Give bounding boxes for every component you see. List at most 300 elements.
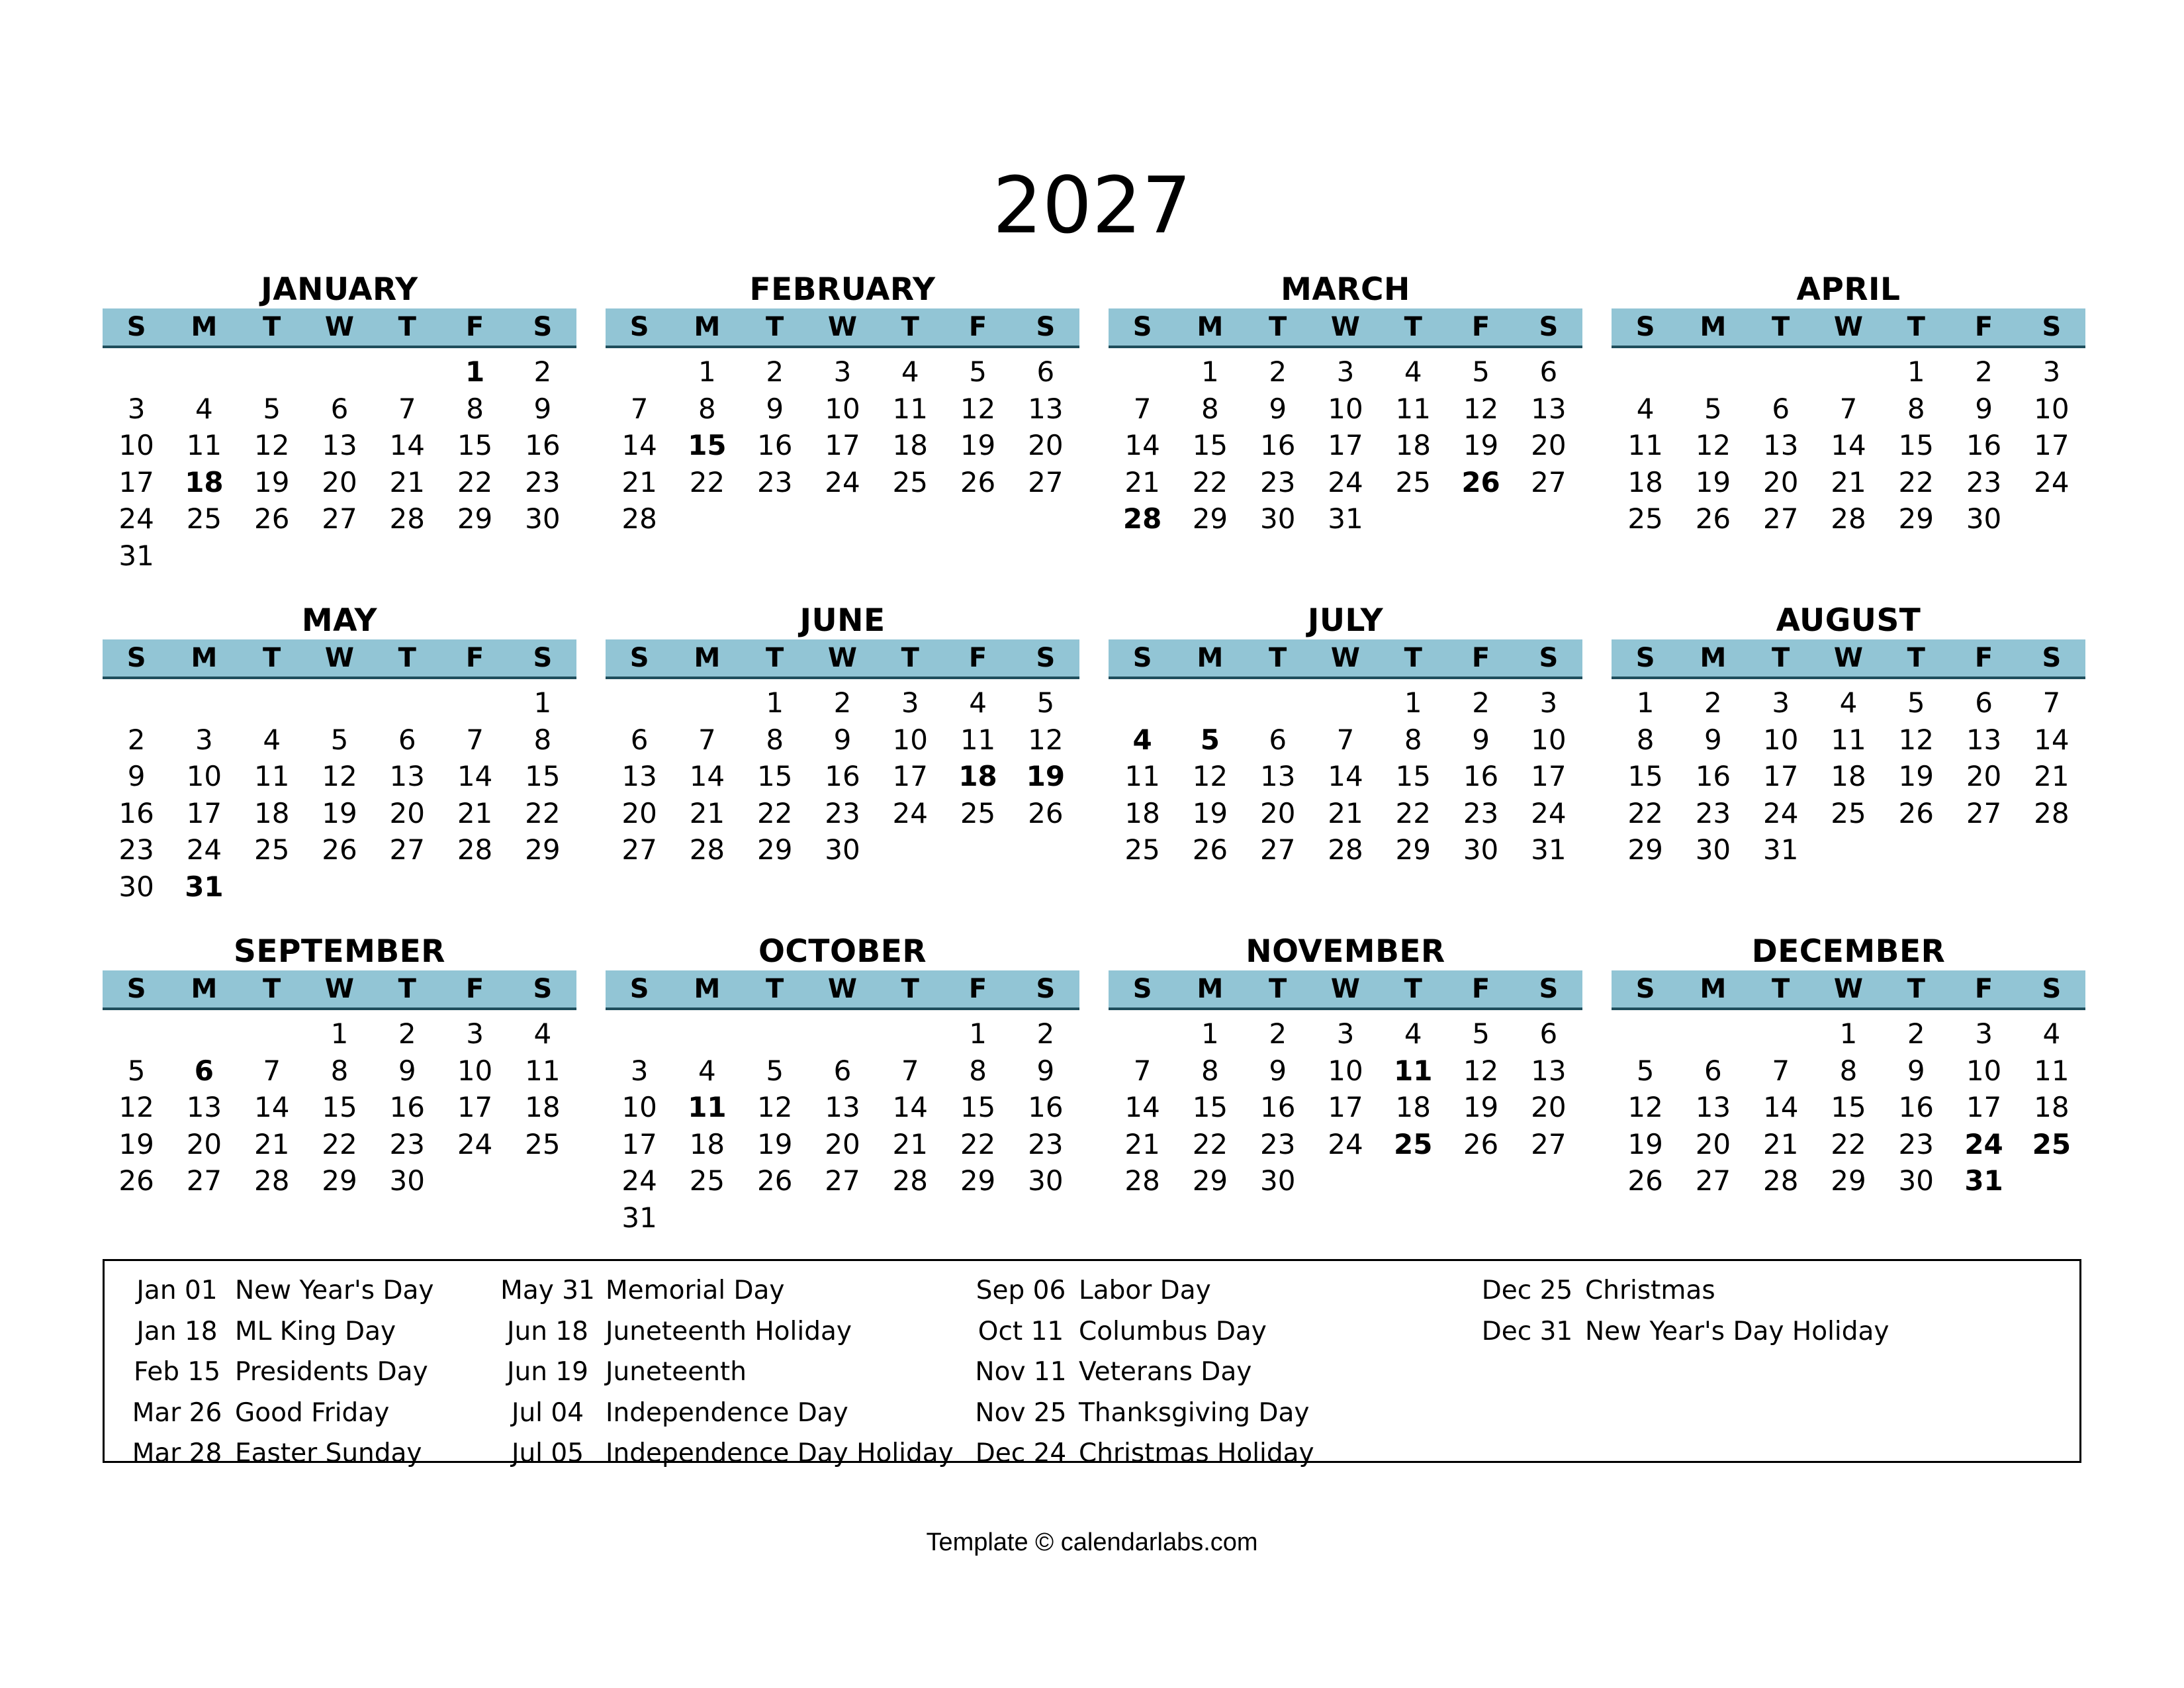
weekday-header: S (1539, 974, 1559, 1004)
empty-day-cell (373, 684, 441, 722)
day-cell: 29 (322, 1164, 357, 1197)
weekday-header: S (126, 643, 146, 673)
day-cell: 24 (2034, 465, 2070, 498)
day-cell: 9 (1036, 1054, 1055, 1087)
day-cell: 20 (1028, 429, 1064, 461)
day-cell: 4 (1839, 686, 1858, 719)
day-cell: 15 (457, 429, 493, 461)
holiday-day-cell: 11 (1394, 1054, 1433, 1087)
day-cell: 28 (389, 502, 425, 535)
day-cell: 16 (756, 429, 793, 461)
weekday-header: F (968, 312, 987, 342)
day-cell: 10 (1966, 1054, 2002, 1087)
day-cell: 23 (1966, 465, 2002, 498)
day-cell: 7 (398, 392, 416, 425)
holiday-entry (490, 1270, 954, 1311)
day-cell: 8 (1636, 723, 1655, 756)
day-cell: 20 (825, 1127, 860, 1160)
day-cell: 2 (1269, 355, 1287, 388)
day-cell: 6 (630, 723, 649, 756)
month-september (103, 933, 576, 1199)
holiday-date: Jan 01 (136, 1276, 218, 1305)
weekday-header: W (1330, 974, 1361, 1004)
day-cell: 4 (1636, 392, 1655, 425)
day-cell: 5 (1472, 1017, 1490, 1050)
day-cell: 27 (825, 1164, 860, 1197)
day-cell: 16 (1898, 1091, 1934, 1123)
day-cell: 14 (457, 760, 493, 792)
weekday-header: S (1036, 312, 1056, 342)
day-cell: 13 (186, 1091, 222, 1123)
day-cell: 15 (1831, 1091, 1866, 1123)
weekday-header: S (1132, 974, 1152, 1004)
day-cell: 8 (1201, 1054, 1219, 1087)
day-cell: 16 (1966, 429, 2002, 461)
day-cell: 2 (127, 723, 146, 756)
holiday-column (1469, 1270, 1889, 1352)
day-grid (103, 679, 576, 905)
month-name: APRIL (1796, 271, 1901, 308)
weekday-header: F (1471, 974, 1490, 1004)
day-cell: 27 (186, 1164, 222, 1197)
day-cell: 29 (525, 833, 561, 866)
day-cell: 26 (1695, 502, 1731, 535)
day-cell: 24 (457, 1127, 493, 1160)
day-cell: 10 (1531, 723, 1567, 756)
day-cell: 6 (1036, 355, 1055, 388)
day-cell: 30 (1966, 502, 2002, 535)
day-grid (606, 1010, 1079, 1236)
month-october (606, 933, 1079, 1236)
day-cell: 3 (833, 355, 852, 388)
weekday-header: M (694, 312, 721, 342)
empty-day-cell (673, 684, 741, 722)
day-cell: 6 (330, 392, 349, 425)
day-cell: 25 (960, 796, 996, 829)
day-cell: 24 (825, 465, 860, 498)
day-cell: 29 (1898, 502, 1934, 535)
day-cell: 12 (1898, 723, 1934, 756)
day-cell: 26 (253, 502, 290, 535)
day-cell: 14 (1124, 429, 1160, 461)
weekday-header: W (324, 312, 355, 342)
weekday-header: W (827, 312, 858, 342)
day-cell: 5 (330, 723, 349, 756)
day-cell: 28 (1124, 1164, 1160, 1197)
day-cell: 19 (1463, 1091, 1499, 1123)
day-cell: 12 (1028, 723, 1064, 756)
day-cell: 26 (1028, 796, 1064, 829)
empty-day-cell (1747, 1015, 1815, 1053)
day-cell: 8 (969, 1054, 987, 1087)
day-cell: 26 (1192, 833, 1228, 866)
day-cell: 24 (892, 796, 928, 829)
holiday-day-cell: 18 (958, 760, 997, 792)
day-cell: 19 (1695, 465, 1731, 498)
day-cell: 17 (825, 429, 860, 461)
day-cell: 2 (766, 355, 784, 388)
day-cell: 4 (1404, 355, 1422, 388)
day-cell: 11 (186, 429, 222, 461)
day-cell: 15 (1627, 760, 1663, 792)
day-cell: 1 (1201, 1017, 1219, 1050)
day-cell: 14 (1762, 1091, 1799, 1123)
day-cell: 3 (1336, 1017, 1355, 1050)
day-cell: 26 (1463, 1127, 1499, 1160)
day-cell: 2 (1704, 686, 1722, 719)
day-cell: 12 (1695, 429, 1731, 461)
day-cell: 6 (1269, 723, 1287, 756)
day-cell: 7 (901, 1054, 919, 1087)
holiday-column (119, 1270, 433, 1474)
day-cell: 4 (263, 723, 281, 756)
month-name: MAY (301, 602, 378, 639)
day-cell: 4 (2042, 1017, 2061, 1050)
day-cell: 12 (1463, 1054, 1499, 1087)
holiday-name: Thanksgiving Day (1079, 1397, 1310, 1428)
weekday-header: T (766, 974, 784, 1004)
weekday-header: W (827, 643, 858, 673)
weekday-header: W (827, 974, 858, 1004)
day-cell: 7 (263, 1054, 281, 1087)
day-cell: 21 (621, 465, 657, 498)
weekday-header: W (324, 974, 355, 1004)
day-cell: 13 (389, 760, 425, 792)
empty-day-cell (103, 353, 170, 391)
weekday-header: T (263, 643, 281, 673)
day-cell: 6 (1772, 392, 1790, 425)
holiday-date: Sep 06 (976, 1276, 1066, 1305)
day-grid (606, 348, 1079, 538)
holiday-day-cell: 1 (465, 355, 485, 388)
empty-day-cell (741, 1015, 809, 1053)
day-cell: 7 (1772, 1054, 1790, 1087)
day-cell: 9 (833, 723, 852, 756)
weekday-header: S (533, 974, 553, 1004)
weekday-header: F (465, 312, 484, 342)
day-cell: 18 (525, 1091, 561, 1123)
day-cell: 14 (253, 1091, 290, 1123)
holiday-entry (963, 1393, 1314, 1434)
day-cell: 27 (1028, 465, 1064, 498)
weekday-header: S (1539, 643, 1559, 673)
holiday-date: Jun 18 (507, 1316, 588, 1346)
month-name: DECEMBER (1751, 933, 1946, 970)
day-cell: 22 (525, 796, 561, 829)
day-cell: 23 (1028, 1127, 1064, 1160)
day-cell: 5 (766, 1054, 784, 1087)
holiday-date: Nov 25 (975, 1397, 1067, 1428)
day-cell: 28 (1328, 833, 1363, 866)
day-cell: 16 (525, 429, 561, 461)
weekday-header-row (103, 639, 576, 679)
day-cell: 6 (833, 1054, 852, 1087)
weekday-header: S (1635, 643, 1655, 673)
day-cell: 24 (621, 1164, 657, 1197)
day-cell: 30 (525, 502, 561, 535)
holiday-day-cell: 26 (1461, 465, 1500, 498)
day-cell: 10 (186, 760, 222, 792)
day-cell: 3 (1336, 355, 1355, 388)
holiday-entry (119, 1311, 433, 1352)
day-cell: 10 (457, 1054, 493, 1087)
weekday-header: F (465, 974, 484, 1004)
day-cell: 18 (1395, 1091, 1431, 1123)
day-cell: 20 (322, 465, 357, 498)
weekday-header: S (2042, 974, 2062, 1004)
day-cell: 6 (1539, 1017, 1558, 1050)
weekday-header: T (1772, 974, 1790, 1004)
day-cell: 29 (457, 502, 493, 535)
day-cell: 9 (1907, 1054, 1925, 1087)
weekday-header: F (1974, 312, 1993, 342)
holiday-date: Mar 26 (132, 1397, 222, 1428)
day-cell: 28 (457, 833, 493, 866)
day-cell: 8 (1839, 1054, 1858, 1087)
day-cell: 23 (1259, 1127, 1296, 1160)
day-cell: 4 (533, 1017, 552, 1050)
day-cell: 10 (1328, 392, 1363, 425)
year-title: 2027 (992, 160, 1192, 251)
weekday-header: T (1404, 643, 1422, 673)
day-cell: 7 (630, 392, 649, 425)
day-cell: 8 (766, 723, 784, 756)
day-cell: 21 (457, 796, 493, 829)
day-cell: 1 (766, 686, 784, 719)
empty-day-cell (306, 684, 373, 722)
month-name: OCTOBER (758, 933, 927, 970)
holiday-date: Feb 15 (133, 1357, 221, 1387)
holiday-name: New Year's Day Holiday (1585, 1316, 1889, 1346)
month-march (1109, 271, 1582, 538)
month-may (103, 602, 576, 905)
day-cell: 18 (892, 429, 928, 461)
holiday-date: Jul 05 (511, 1438, 584, 1468)
weekday-header: W (324, 643, 355, 673)
holiday-entry (490, 1352, 954, 1393)
day-cell: 13 (322, 429, 357, 461)
empty-day-cell (606, 1015, 673, 1053)
day-cell: 24 (1762, 796, 1799, 829)
day-cell: 28 (1831, 502, 1866, 535)
day-cell: 19 (756, 1127, 793, 1160)
day-cell: 21 (1762, 1127, 1799, 1160)
month-december (1612, 933, 2085, 1199)
day-cell: 3 (127, 392, 146, 425)
weekday-header: W (1833, 312, 1864, 342)
day-cell: 24 (1328, 465, 1363, 498)
day-cell: 15 (1192, 1091, 1228, 1123)
day-cell: 22 (1831, 1127, 1866, 1160)
day-cell: 7 (1839, 392, 1858, 425)
weekday-header: T (1907, 974, 1925, 1004)
holiday-date: Jan 18 (136, 1316, 218, 1346)
day-cell: 5 (127, 1054, 146, 1087)
weekday-header: T (263, 974, 281, 1004)
day-cell: 2 (1036, 1017, 1055, 1050)
holiday-day-cell: 5 (1200, 723, 1220, 756)
day-cell: 18 (1124, 796, 1160, 829)
day-grid (103, 348, 576, 574)
day-cell: 17 (186, 796, 222, 829)
weekday-header-row (606, 639, 1079, 679)
day-cell: 14 (892, 1091, 928, 1123)
day-grid (1109, 1010, 1582, 1199)
weekday-header: T (1269, 974, 1287, 1004)
day-cell: 31 (118, 539, 154, 572)
day-cell: 5 (1704, 392, 1722, 425)
weekday-header: F (465, 643, 484, 673)
weekday-header: S (1539, 312, 1559, 342)
day-cell: 27 (1531, 1127, 1567, 1160)
day-cell: 12 (322, 760, 357, 792)
day-cell: 20 (1531, 1091, 1567, 1123)
day-grid (103, 1010, 576, 1199)
weekday-header: M (694, 643, 721, 673)
day-cell: 12 (960, 392, 996, 425)
day-cell: 22 (1898, 465, 1934, 498)
day-cell: 27 (1762, 502, 1799, 535)
day-cell: 13 (1966, 723, 2002, 756)
day-cell: 14 (389, 429, 425, 461)
day-cell: 25 (892, 465, 928, 498)
empty-day-cell (170, 684, 238, 722)
holiday-name: Christmas (1585, 1276, 1715, 1305)
day-cell: 17 (457, 1091, 493, 1123)
day-cell: 17 (892, 760, 928, 792)
month-name: FEBRUARY (749, 271, 936, 308)
empty-day-cell (1679, 353, 1747, 391)
holiday-name: Good Friday (235, 1397, 390, 1428)
day-cell: 8 (1404, 723, 1422, 756)
weekday-header: T (766, 312, 784, 342)
day-cell: 1 (969, 1017, 987, 1050)
day-cell: 8 (466, 392, 484, 425)
holiday-entry (963, 1270, 1314, 1311)
day-cell: 21 (1831, 465, 1866, 498)
day-cell: 23 (1259, 465, 1296, 498)
day-cell: 9 (1269, 392, 1287, 425)
weekday-header: T (398, 974, 416, 1004)
holiday-day-cell: 24 (1964, 1127, 2003, 1160)
holiday-name: Easter Sunday (235, 1438, 422, 1468)
day-cell: 30 (825, 833, 860, 866)
empty-day-cell (809, 1015, 876, 1053)
day-cell: 5 (1036, 686, 1055, 719)
day-cell: 9 (1975, 392, 1993, 425)
weekday-header: S (2042, 312, 2062, 342)
weekday-header-row (103, 970, 576, 1010)
holiday-column (490, 1270, 954, 1474)
day-cell: 30 (1463, 833, 1499, 866)
holiday-entry (1469, 1311, 1889, 1352)
day-cell: 20 (186, 1127, 222, 1160)
day-cell: 12 (756, 1091, 793, 1123)
day-cell: 19 (1898, 760, 1934, 792)
holiday-list (103, 1259, 2081, 1468)
day-cell: 11 (253, 760, 290, 792)
day-cell: 30 (1259, 502, 1296, 535)
day-cell: 10 (892, 723, 928, 756)
day-cell: 16 (1259, 429, 1296, 461)
day-cell: 1 (1907, 355, 1925, 388)
holiday-day-cell: 31 (185, 870, 224, 903)
day-cell: 25 (1124, 833, 1160, 866)
weekday-header: M (191, 643, 218, 673)
day-cell: 29 (960, 1164, 996, 1197)
month-november (1109, 933, 1582, 1199)
day-cell: 28 (2034, 796, 2070, 829)
day-cell: 2 (1907, 1017, 1925, 1050)
day-cell: 8 (533, 723, 552, 756)
empty-day-cell (1312, 684, 1379, 722)
weekday-header: W (1833, 974, 1864, 1004)
day-cell: 17 (621, 1127, 657, 1160)
day-cell: 27 (1259, 833, 1296, 866)
day-cell: 26 (960, 465, 996, 498)
day-cell: 12 (253, 429, 290, 461)
day-cell: 25 (1831, 796, 1866, 829)
day-cell: 25 (1627, 502, 1663, 535)
weekday-header: T (901, 643, 919, 673)
day-cell: 3 (630, 1054, 649, 1087)
day-cell: 25 (253, 833, 290, 866)
day-cell: 19 (1627, 1127, 1663, 1160)
day-cell: 20 (1259, 796, 1296, 829)
day-cell: 29 (756, 833, 793, 866)
day-cell: 24 (186, 833, 222, 866)
day-cell: 27 (1531, 465, 1567, 498)
day-cell: 19 (322, 796, 357, 829)
day-cell: 21 (1124, 1127, 1160, 1160)
month-name: SEPTEMBER (234, 933, 445, 970)
day-cell: 30 (118, 870, 154, 903)
empty-day-cell (170, 353, 238, 391)
day-cell: 29 (1395, 833, 1431, 866)
weekday-header: F (1974, 643, 1993, 673)
holiday-date: Jun 19 (507, 1357, 588, 1387)
day-cell: 17 (1966, 1091, 2002, 1123)
day-cell: 22 (1395, 796, 1431, 829)
holiday-name: Labor Day (1079, 1276, 1211, 1305)
holiday-day-cell: 28 (1122, 502, 1162, 535)
empty-day-cell (673, 1015, 741, 1053)
month-name: NOVEMBER (1246, 933, 1445, 970)
day-cell: 3 (901, 686, 919, 719)
day-cell: 14 (689, 760, 725, 792)
day-cell: 22 (689, 465, 725, 498)
empty-day-cell (103, 1015, 170, 1053)
day-cell: 10 (1328, 1054, 1363, 1087)
footer-credit: Template © calendarlabs.com (926, 1528, 1258, 1556)
day-cell: 3 (195, 723, 213, 756)
day-cell: 9 (127, 760, 146, 792)
day-cell: 26 (1627, 1164, 1663, 1197)
empty-day-cell (1176, 684, 1244, 722)
holiday-column (963, 1270, 1314, 1474)
empty-day-cell (1109, 1015, 1176, 1053)
day-cell: 21 (253, 1127, 290, 1160)
weekday-header: F (968, 643, 987, 673)
empty-day-cell (1747, 353, 1815, 391)
weekday-header: F (968, 974, 987, 1004)
weekday-header: T (1404, 974, 1422, 1004)
weekday-header: M (1197, 974, 1224, 1004)
day-cell: 2 (1472, 686, 1490, 719)
day-cell: 1 (1839, 1017, 1858, 1050)
weekday-header: S (1635, 974, 1655, 1004)
day-cell: 6 (1539, 355, 1558, 388)
